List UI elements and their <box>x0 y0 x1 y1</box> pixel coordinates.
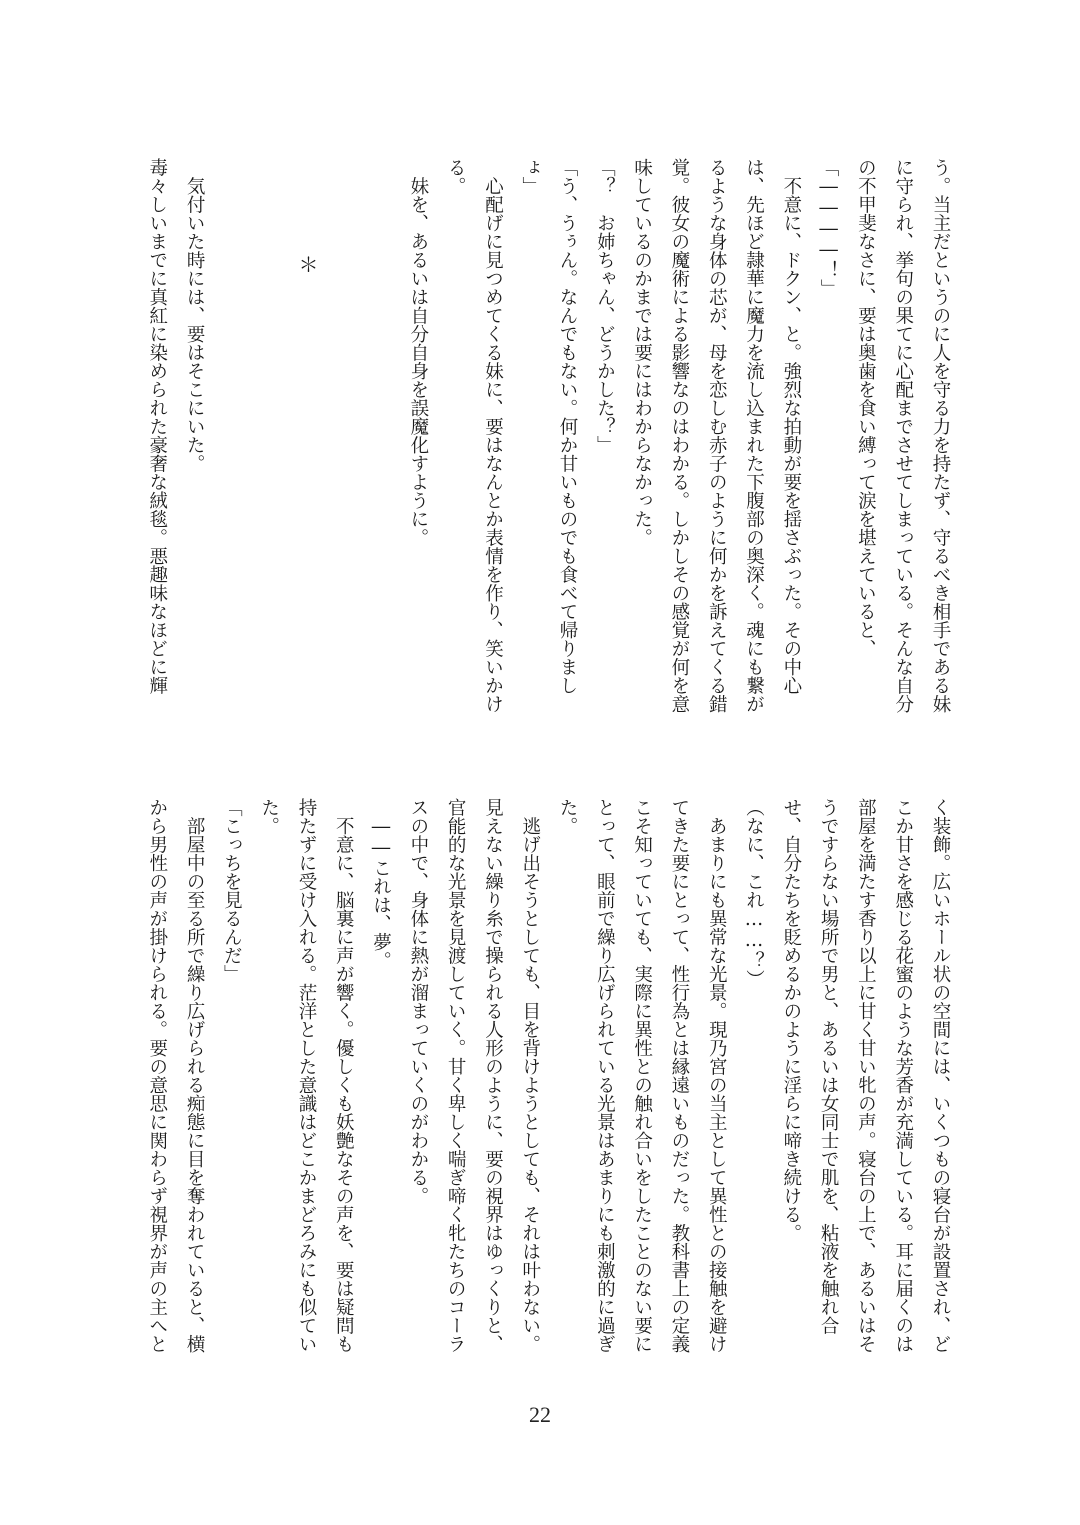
text-column: 部屋中の至る所で繰り広げられる痴態に目を奪われていると、横 <box>184 798 206 1353</box>
text-column <box>213 158 250 718</box>
text-column: ――これは、夢。 <box>370 798 392 970</box>
text-column: 心配げに見つめてくる妹に、要はなんとか表情を作り、笑いかけ <box>482 158 504 713</box>
text-column: う。当主だというのに人を守る力を持たず、守るべき相手である妹 <box>930 158 951 713</box>
text-column <box>250 158 287 718</box>
text-column: 持たずに受け入れる。茫洋とした意識はどこかまどろみにも似てい <box>295 798 317 1353</box>
text-column: あまりにも異常な光景。現乃宮の当主として異性との接触を避け <box>706 798 728 1353</box>
text-column: 気付いた時には、要はそこにいた。 <box>184 158 206 473</box>
text-column: から男性の声が掛けられる。要の意思に関わらず視界が声の主へと <box>146 798 168 1353</box>
text-column: てきた要にとって、性行為とは縁遠いものだった。教科書上の定義 <box>668 798 690 1353</box>
text-column: こか甘さを感じる花蜜のような芳香が充満している。耳に届くのは <box>892 798 914 1353</box>
text-column: るような身体の芯が、母を恋しむ赤子のように何かを訴えてくる錯 <box>706 158 728 713</box>
text-column: 毒々しいまでに真紅に染められた豪奢な絨毯。悪趣味なほどに輝 <box>146 158 168 695</box>
text-column: 覚。彼女の魔術による影響なのはわかる。しかしその感覚が何を意 <box>668 158 690 713</box>
text-column: 官能的な光景を見渡していく。甘く卑しく喘ぎ啼く牝たちのコーラ <box>445 798 467 1353</box>
text-column: 妹を、あるいは自分自身を誤魔化すように。 <box>407 158 429 547</box>
text-column: に守られ、挙句の果てに心配までさせてしまっている。そんな自分 <box>892 158 914 713</box>
text-column: た。 <box>258 798 280 835</box>
text-column <box>362 158 399 718</box>
text-column: 逃げ出そうとしても、目を背けようとしても、それは叶わない。 <box>519 798 541 1353</box>
scene-break-asterisk: ＊ <box>294 254 319 274</box>
text-column: 不意に、脳裏に声が響く。優しくも妖艶なその声を、要は疑問も <box>333 798 355 1353</box>
text-column <box>325 158 362 718</box>
text-column: 「――――！」 <box>818 158 840 298</box>
text-column: 「こっちを見るんだ」 <box>221 798 243 983</box>
text-column: の不甲斐なさに、要は奥歯を食い縛って涙を堪えていると、 <box>855 158 877 658</box>
text-column: 不意に、ドクン、と。強烈な拍動が要を揺さぶった。その中心 <box>780 158 802 695</box>
text-column: ょ」 <box>519 158 541 195</box>
text-column: は、先ほど隷華に魔力を流し込まれた下腹部の奥深く。魂にも繋が <box>743 158 765 713</box>
text-column: く装飾。広いホール状の空間には、いくつもの寝台が設置され、ど <box>930 798 951 1353</box>
text-column: せ、自分たちを貶めるかのように淫らに啼き続ける。 <box>780 798 802 1242</box>
text-column: うですらない場所で男と、あるいは女同士で肌を、粘液を触れ合 <box>818 798 840 1335</box>
text-column: 「？ お姉ちゃん、どうかした？」 <box>594 158 616 454</box>
text-column: 味しているのかまでは要にはわからなかった。 <box>631 158 653 547</box>
text-column: る。 <box>445 158 467 195</box>
text-column: 部屋を満たす香り以上に甘く甘い牝の声。寝台の上で、あるいはそ <box>855 798 877 1353</box>
upper-text-block <box>138 158 959 718</box>
text-column: 「う、うぅん。なんでもない。何か甘いものでも食べて帰りまし <box>557 158 579 695</box>
text-column: こそ知っていても、実際に異性との触れ合いをしたことのない要に <box>631 798 653 1353</box>
text-column: （なに、これ……？） <box>743 798 765 988</box>
page-number: 22 <box>529 1402 551 1427</box>
text-column: た。 <box>557 798 579 835</box>
text-column: 見えない繰り糸で操られる人形のように、要の視界はゆっくりと、 <box>482 798 504 1353</box>
text-column: とって、眼前で繰り広げられている光景はあまりにも刺激的に過ぎ <box>594 798 616 1353</box>
lower-text-block <box>138 798 959 1358</box>
text-column: スの中で、身体に熱が溜まっていくのがわかる。 <box>407 798 429 1205</box>
